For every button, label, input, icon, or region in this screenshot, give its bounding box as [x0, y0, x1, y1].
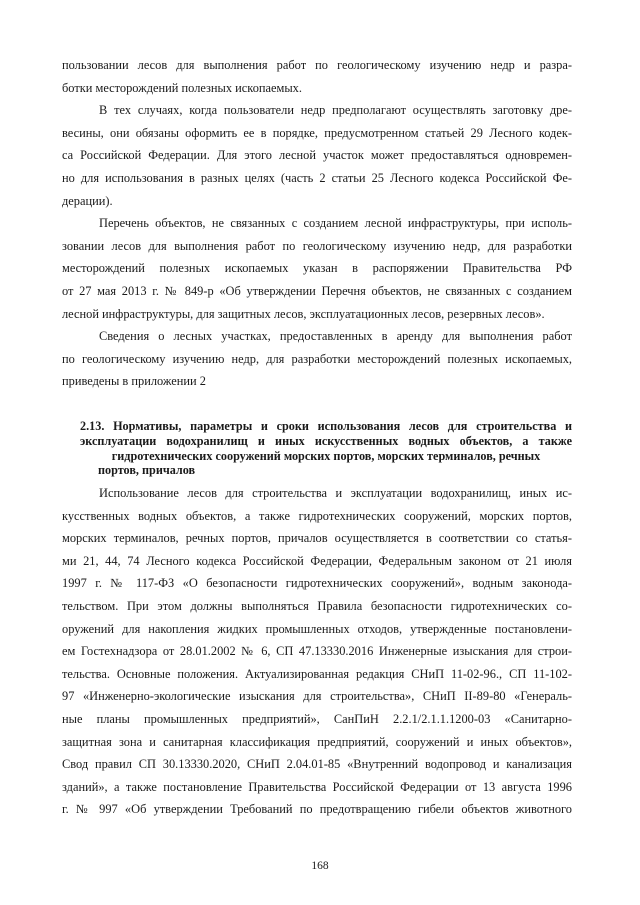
- section-heading: [62, 419, 572, 478]
- heading-line: портов, причалов: [98, 463, 196, 478]
- page-number: 168: [311, 860, 329, 872]
- paragraph-lease-info: [62, 325, 572, 393]
- document-page: [62, 54, 572, 821]
- text-line: Использование лесов для строительства и эксплуатации водохранилищ, иных ис-: [99, 486, 572, 501]
- paragraph-top: [62, 54, 572, 99]
- heading-line: гидротехнических сооружений морских портов, морских терминалов, речных: [111, 448, 541, 463]
- heading-line: 2.13. Нормативы, параметры и сроки использования лесов для строительства и: [80, 418, 572, 433]
- paragraph-reservoirs: [62, 482, 572, 821]
- text-line: кусственных водных объектов, а также гидротехнических сооружений, морских портов,: [62, 508, 572, 523]
- text-line: приведены в приложении 2: [62, 374, 206, 389]
- text-line: весины, они обязаны оформить ее в порядке, предусмотренном статьей 29 Лесного кодек-: [62, 125, 572, 140]
- paragraph-timber-harvesting: [62, 99, 572, 212]
- text-line: месторождений полезных ископаемых указан в распоряжении Правительства РФ: [62, 261, 572, 276]
- text-line: са Российской Федерации. Для этого лесной участок может предоставляться одновремен-: [62, 148, 572, 163]
- text-line: пользовании лесов для выполнения работ по геологическому изучению недр и разра-: [62, 58, 572, 72]
- text-line: ем Гостехнадзора от 28.01.2002 № 6, СП 47.13330.2016 Инженерные изыскания для строи-: [62, 644, 572, 659]
- text-line: Сведения о лесных участках, предоставленных в аренду для выполнения работ: [99, 329, 572, 344]
- text-line: зовании лесов для выполнения работ по геологическому изучению недр, для разработки: [62, 238, 572, 253]
- text-line: 97 «Инженерно-экологические изыскания для строительства», СНиП II-89-80 «Генераль-: [62, 689, 572, 704]
- text-line: тельства. Основные положения. Актуализированная редакция СНиП 11-02-96., СП 11-102-: [62, 666, 572, 681]
- text-line: г. № 997 «Об утверждении Требований по предотвращению гибели объектов животного: [62, 802, 572, 817]
- paragraph-object-list: [62, 212, 572, 325]
- text-line: В тех случаях, когда пользователи недр предполагают осуществлять заготовку дре-: [99, 103, 572, 118]
- text-line: ми 21, 44, 74 Лесного кодекса Российской Федерации, Федеральным законом от 21 июля: [62, 553, 572, 568]
- text-line: от 27 мая 2013 г. № 849-р «Об утверждении Перечня объектов, не связанных с созданием: [62, 283, 572, 298]
- text-line: Свод правил СП 30.13330.2020, СНиП 2.04.01-85 «Внутренний водопровод и канализация: [62, 757, 572, 772]
- text-line: защитная зона и санитарная классификация предприятий, сооружений и иных объектов»,: [62, 734, 572, 749]
- text-line: ботки месторождений полезных ископаемых.: [62, 80, 302, 95]
- text-line: 1997 г. № 117-ФЗ «О безопасности гидротехнических сооружений», водным законода-: [62, 576, 572, 591]
- text-line: дерации).: [62, 193, 113, 208]
- text-line: зданий», а также постановление Правительства Российской Федерации от 13 августа 1996: [62, 779, 572, 794]
- text-line: по геологическому изучению недр, для разработки месторождений полезных ископаемых,: [62, 351, 572, 366]
- text-line: но для использования в разных целях (часть 2 статьи 25 Лесного кодекса Российской Фе-: [62, 170, 572, 185]
- text-line: ные планы промышленных предприятий», СанПиН 2.2.1/2.1.1.1200-03 «Санитарно-: [62, 712, 572, 727]
- text-line: морских терминалов, речных портов, причалов осуществляется в соответствии со статья-: [62, 531, 572, 546]
- text-line: лесной инфраструктуры, для защитных лесов, эксплуатационных лесов, резервных лесов».: [62, 306, 545, 321]
- text-line: оружений для накопления жидких промышленных отходов, утвержденные постановлени-: [62, 621, 572, 636]
- heading-line: эксплуатации водохранилищ и иных искусственных водных объектов, а также: [80, 433, 572, 448]
- text-line: тельством. При этом должны выполняться Правила безопасности гидротехнических со-: [62, 599, 572, 614]
- text-line: Перечень объектов, не связанных с созданием лесной инфраструктуры, при исполь-: [99, 216, 572, 231]
